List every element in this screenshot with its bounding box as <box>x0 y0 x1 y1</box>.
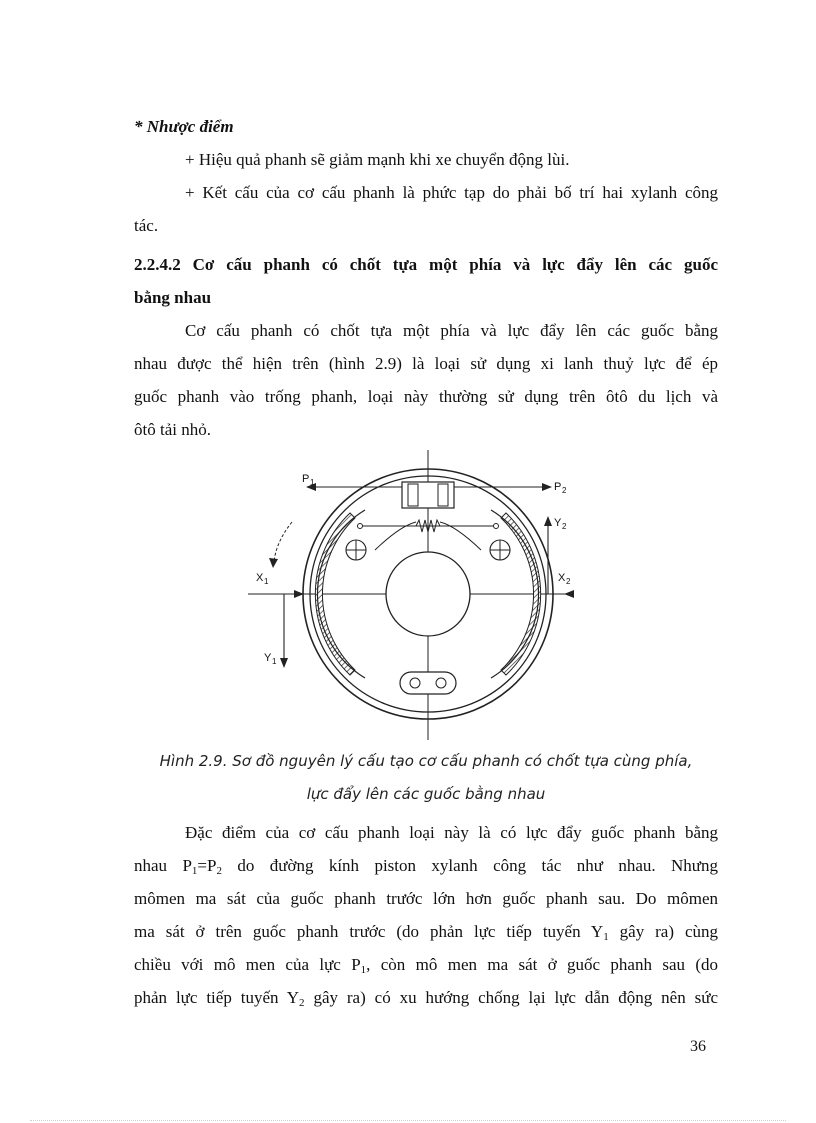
paragraph-2-line-6: phản lực tiếp tuyến $Y_2$ gây ra) có xu hướng chống lại lực dẫn động nên sức <box>134 988 718 1009</box>
hub-circle <box>386 552 470 636</box>
paragraph-2-line-2: nhau $P_1=P_2$ do đường kính piston xylanh công tác như nhau. Nhưng <box>134 856 719 877</box>
spring-anchor-left <box>358 524 363 529</box>
paragraph-1-line-3: guốc phanh vào trống phanh, loại này thường sử dụng trên ôtô du lịch và <box>134 387 718 406</box>
left-piston <box>408 484 418 506</box>
paragraph-2-line-3: mômen ma sát của guốc phanh trước lớn hơn guốc phanh sau. Do mômen <box>134 889 718 908</box>
paragraph-1-line-1: Cơ cấu phanh có chốt tựa một phía và lực đẩy lên các guốc bằng <box>185 321 718 340</box>
label-y2-sub: 2 <box>562 522 567 531</box>
brake-diagram-figure <box>240 450 580 740</box>
section-title-line-1: 2.2.4.2 Cơ cấu phanh có chốt tựa một phía và lực đẩy lên các guốc <box>134 255 718 274</box>
anchor-pin-right <box>436 678 446 688</box>
disadvantage-item-2-line-1: + Kết cấu của cơ cấu phanh là phức tạp do phải bố trí hai xylanh công <box>185 183 718 202</box>
label-x2-sub: 2 <box>566 577 571 586</box>
label-p1: P <box>302 473 310 485</box>
p2-arrowhead <box>542 483 552 491</box>
anchor-pin-block <box>400 672 456 694</box>
label-y2: Y <box>554 517 562 529</box>
paragraph-1-line-2: nhau được thể hiện trên (hình 2.9) là loại sử dụng xi lanh thuỷ lực để ép <box>134 354 718 373</box>
paragraph-2-line-1: Đặc điểm của cơ cấu phanh loại này là có lực đẩy guốc phanh bằng <box>185 823 718 842</box>
disadvantage-item-2-line-2: tác. <box>134 216 159 235</box>
label-p2-sub: 2 <box>562 486 567 495</box>
label-x1: X <box>256 572 264 584</box>
y1-arrowhead <box>280 658 288 668</box>
rotation-arrowhead <box>269 558 278 568</box>
brake-diagram <box>240 450 580 740</box>
page-number: 36 <box>690 1038 706 1055</box>
anchor-pin-left <box>410 678 420 688</box>
label-p2: P <box>554 481 562 493</box>
label-y1-sub: 1 <box>272 657 277 666</box>
section-title-line-2: bằng nhau <box>134 288 212 307</box>
figure-caption-line-2: lực đẩy lên các guốc bằng nhau <box>306 785 546 803</box>
right-piston <box>438 484 448 506</box>
x2-arrowhead <box>564 590 574 598</box>
label-y1: Y <box>264 652 272 664</box>
disadvantages-heading: * Nhược điểm <box>134 117 234 136</box>
paragraph-2-line-5: chiều với mô men của lực $P_1$, còn mô men ma sát ở guốc phanh sau (do <box>134 955 719 976</box>
paragraph-2-line-4: ma sát ở trên guốc phanh trước (do phản lực tiếp tuyến $Y_1$ gây ra) cùng <box>134 922 718 943</box>
label-x2: X <box>558 572 566 584</box>
page-bottom-divider <box>30 1120 786 1121</box>
paragraph-1-line-4: ôtô tải nhỏ. <box>134 420 211 439</box>
figure-caption-line-1: Hình 2.9. Sơ đồ nguyên lý cấu tạo cơ cấu phanh có chốt tựa cùng phía, <box>159 752 693 770</box>
disadvantage-item-1: + Hiệu quả phanh sẽ giảm mạnh khi xe chuyển động lùi. <box>185 150 570 169</box>
spring-anchor-right <box>494 524 499 529</box>
rotation-arrow <box>274 522 292 562</box>
label-x1-sub: 1 <box>264 577 269 586</box>
label-p1-sub: 1 <box>310 478 315 487</box>
y2-arrowhead <box>544 516 552 526</box>
